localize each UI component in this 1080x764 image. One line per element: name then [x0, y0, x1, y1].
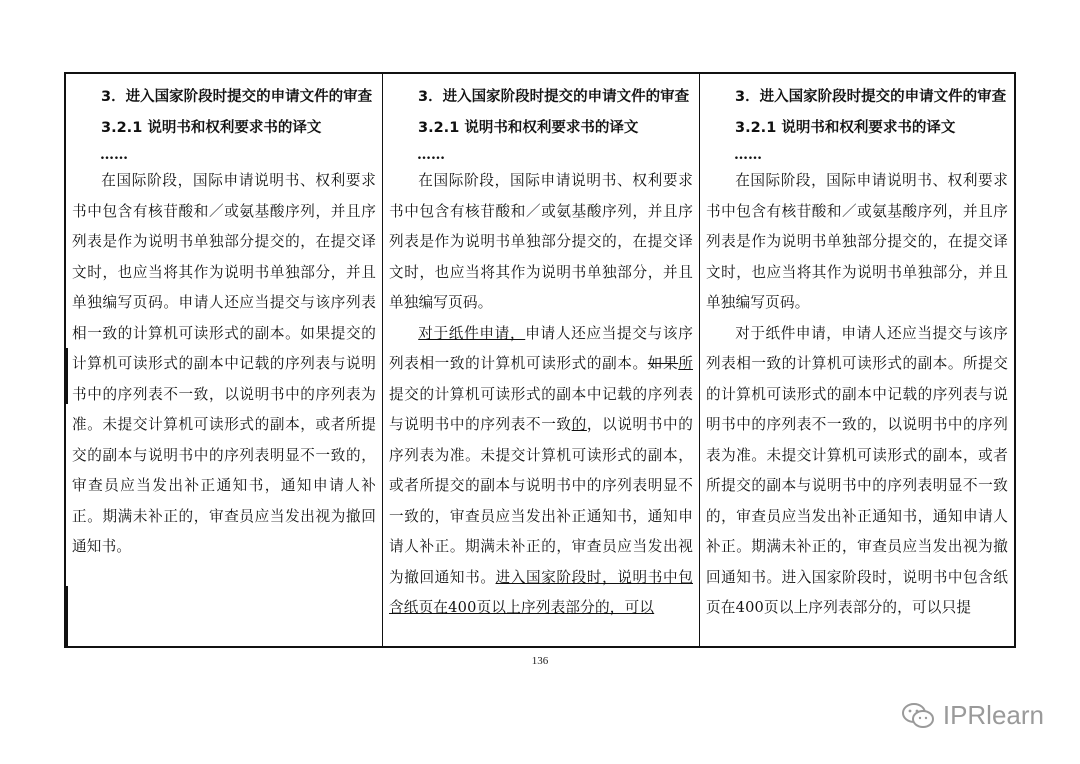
body-paragraph-marked	[389, 319, 693, 624]
column-revised	[700, 74, 1014, 646]
inserted-text: 进入国家阶段时，说明书中包含纸页在400页以上序列表部分的，可以	[389, 568, 693, 616]
paragraph-text: 提交的计算机可读形式的副本中记载的序列表与说明书中的序列表不一致	[389, 385, 693, 433]
comparison-table	[64, 72, 1016, 648]
column-original	[66, 74, 383, 646]
change-bar	[66, 348, 68, 404]
inserted-text: 的	[571, 416, 587, 433]
column-revision-marked	[383, 74, 700, 646]
watermark-text: IPRlearn	[942, 700, 1044, 730]
paragraph-text: ，以说明书中的序列表为准。未提交计算机可读形式的副本，或者所提交的副本与说明书中的序列表明显不一致的，审查员应当发出补正通知书，通知申请人补正。期满未补正的，审查员应当发出视为撤回通知书。	[389, 416, 694, 586]
body-paragraph: 在国际阶段，国际申请说明书、权利要求书中包含有核苷酸和／或氨基酸序列，并且序列表是作为说明书单独部分提交的，在提交译文时，也应当将其作为说明书单独部分，并且单独编写页码。	[706, 172, 1008, 311]
ellipsis: ……	[417, 147, 445, 163]
page-number: 136	[531, 655, 549, 667]
inserted-text: 所	[678, 355, 694, 372]
ellipsis: ……	[734, 147, 762, 163]
subsection-heading: 3.2.1 说明书和权利要求书的译文	[418, 120, 639, 136]
wechat-icon	[901, 702, 935, 730]
paragraph-text: 申请人还应当提交与该序列表相一致的计算机可读形式的副本。	[389, 324, 694, 372]
watermark	[901, 700, 1044, 731]
body-paragraph: 在国际阶段，国际申请说明书、权利要求书中包含有核苷酸和／或氨基酸序列，并且序列表是作为说明书单独部分提交的，在提交译文时，也应当将其作为说明书单独部分，并且单独编写页码。申请人还应当提交与该序列表相一致的计算机可读形式的副本。如果提交的计算机可读形式的副本中记载的序列表与说明书中的序列表不一致，以说明书中的序列表为准。未提交计算机可读形式的副本，或者所提交的副本与说明书中的序列表明显不一致的，审查员应当发出补正通知书，通知申请人补正。期满未补正的，审查员应当发出视为撤回通知书。	[72, 172, 376, 555]
section-heading: 3．进入国家阶段时提交的申请文件的审查	[101, 89, 373, 105]
ellipsis: ……	[100, 147, 128, 163]
section-heading: 3．进入国家阶段时提交的申请文件的审查	[735, 89, 1007, 105]
deleted-text: 如果	[647, 355, 679, 372]
change-bar	[66, 586, 68, 646]
section-heading: 3．进入国家阶段时提交的申请文件的审查	[418, 89, 690, 105]
body-paragraph: 对于纸件申请，申请人还应当提交与该序列表相一致的计算机可读形式的副本。所提交的计算机可读形式的副本中记载的序列表与说明书中的序列表不一致的，以说明书中的序列表为准。未提交计算机可读形式的副本，或者所提交的副本与说明书中的序列表明显不一致的，审查员应当发出补正通知书，通知申请人补正。期满未补正的，审查员应当发出视为撤回通知书。进入国家阶段时，说明书中包含纸页在400页以上序列表部分的，可以只提	[706, 324, 1008, 616]
subsection-heading: 3.2.1 说明书和权利要求书的译文	[101, 120, 322, 136]
inserted-text: 对于纸件申请，	[418, 324, 526, 342]
body-paragraph: 在国际阶段，国际申请说明书、权利要求书中包含有核苷酸和／或氨基酸序列，并且序列表是作为说明书单独部分提交的，在提交译文时，也应当将其作为说明书单独部分，并且单独编写页码。	[389, 172, 693, 311]
subsection-heading: 3.2.1 说明书和权利要求书的译文	[735, 120, 956, 136]
